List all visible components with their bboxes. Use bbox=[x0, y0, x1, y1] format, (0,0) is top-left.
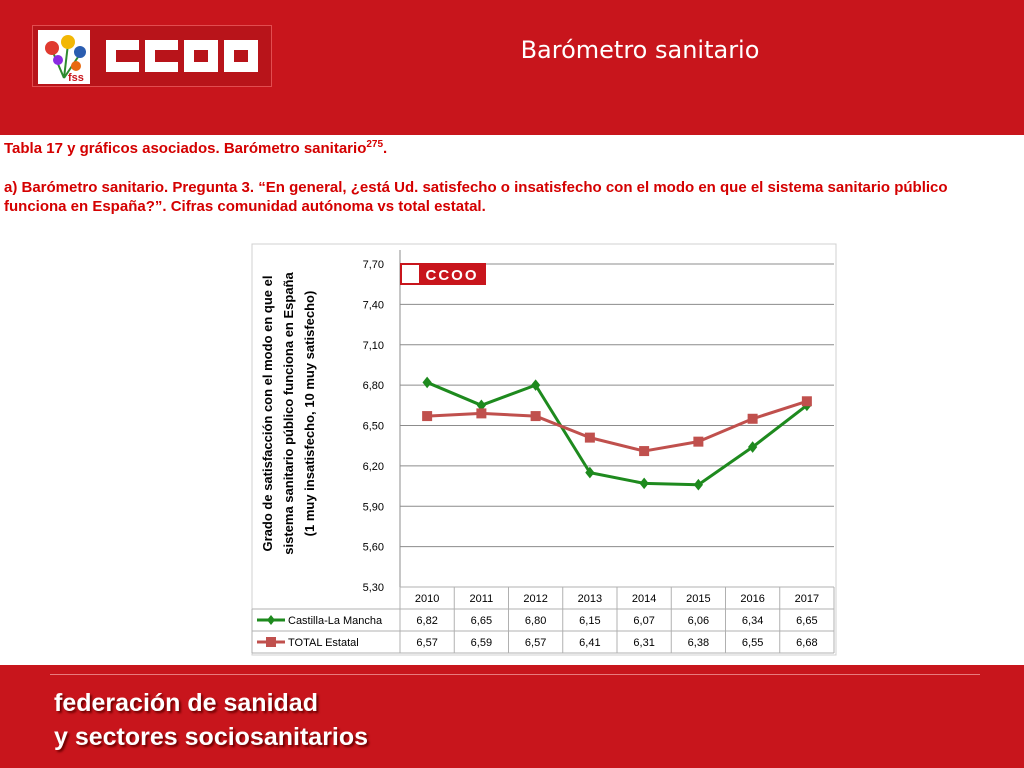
chart-watermark-text: CCOO bbox=[425, 267, 479, 284]
table-value-cell: 6,07 bbox=[633, 615, 655, 627]
data-point-marker bbox=[639, 446, 649, 456]
x-category-label: 2015 bbox=[686, 593, 711, 605]
y-axis-title-line: sistema sanitario público funciona en España bbox=[281, 272, 296, 555]
table-value-cell: 6,31 bbox=[633, 637, 655, 649]
y-axis-title-line: Grado de satisfacción con el modo en que el bbox=[260, 275, 275, 552]
x-category-label: 2010 bbox=[414, 593, 440, 605]
footer-bar bbox=[0, 665, 1024, 768]
y-tick-label: 5,60 bbox=[362, 541, 384, 554]
logo-sub-text: fss bbox=[68, 72, 84, 84]
x-category-label: 2011 bbox=[469, 593, 494, 605]
chart-watermark-flower bbox=[402, 265, 419, 283]
table-title-end: . bbox=[383, 140, 388, 157]
y-tick-label: 7,10 bbox=[362, 339, 384, 352]
data-point-marker bbox=[585, 433, 595, 443]
table-value-cell: 6,80 bbox=[524, 615, 547, 627]
y-tick-label: 6,50 bbox=[362, 420, 384, 433]
x-category-label: 2016 bbox=[740, 593, 765, 605]
table-value-cell: 6,06 bbox=[687, 615, 710, 627]
footer-line-2: y sectores sociosanitarios bbox=[54, 723, 369, 751]
y-tick-label: 6,20 bbox=[362, 460, 384, 473]
ccoo-wordmark bbox=[104, 37, 264, 80]
y-tick-label: 5,30 bbox=[362, 582, 384, 594]
x-category-label: 2014 bbox=[631, 593, 657, 605]
legend-series-name: TOTAL Estatal bbox=[288, 637, 359, 649]
ccoo-logo bbox=[32, 25, 272, 87]
footer-line-1: federación de sanidad bbox=[54, 689, 318, 717]
table-value-cell: 6,65 bbox=[796, 615, 818, 627]
data-point-marker bbox=[476, 408, 486, 418]
data-point-marker bbox=[802, 396, 812, 406]
satisfaction-line-chart bbox=[0, 135, 1024, 665]
footer-divider bbox=[50, 674, 980, 675]
slide-title: Barómetro sanitario bbox=[520, 36, 760, 64]
y-tick-label: 7,40 bbox=[362, 299, 384, 312]
table-value-cell: 6,68 bbox=[796, 637, 818, 649]
legend-series-name: Castilla-La Mancha bbox=[288, 615, 383, 627]
table-value-cell: 6,38 bbox=[687, 637, 710, 649]
legend-key-marker bbox=[266, 637, 276, 647]
table-value-cell: 6,34 bbox=[741, 615, 764, 627]
data-point-marker bbox=[422, 411, 432, 421]
slide-content bbox=[0, 135, 1024, 665]
data-point-marker bbox=[531, 411, 541, 421]
y-tick-label: 5,90 bbox=[362, 501, 384, 514]
question-caption: a) Barómetro sanitario. Pregunta 3. “En general, ¿está Ud. satisfecho o insatisfecho con el modo en que el sistema sanitario público funciona en España?”. Cifras comunidad autónoma vs total estatal. bbox=[4, 179, 948, 215]
y-tick-label: 7,70 bbox=[362, 259, 384, 271]
footnote-ref: 275 bbox=[366, 139, 384, 150]
y-axis-title-line: (1 muy insatisfecho, 10 muy satisfecho) bbox=[302, 290, 317, 537]
table-value-cell: 6,82 bbox=[416, 615, 438, 627]
table-value-cell: 6,65 bbox=[470, 615, 493, 627]
x-category-label: 2013 bbox=[577, 593, 603, 605]
table-value-cell: 6,55 bbox=[741, 637, 764, 649]
table-value-cell: 6,41 bbox=[579, 637, 601, 649]
x-category-label: 2017 bbox=[794, 593, 820, 605]
table-value-cell: 6,59 bbox=[470, 637, 493, 649]
data-point-marker bbox=[748, 414, 758, 424]
table-value-cell: 6,57 bbox=[416, 637, 438, 649]
table-title: Tabla 17 y gráficos asociados. Barómetro sanitario bbox=[4, 140, 367, 157]
data-point-marker bbox=[693, 437, 703, 447]
fss-flower-logo bbox=[38, 30, 90, 84]
x-category-label: 2012 bbox=[523, 593, 548, 605]
table-value-cell: 6,15 bbox=[579, 615, 601, 627]
table-value-cell: 6,57 bbox=[524, 637, 547, 649]
y-tick-label: 6,80 bbox=[362, 380, 384, 393]
header-bar bbox=[0, 0, 1024, 135]
